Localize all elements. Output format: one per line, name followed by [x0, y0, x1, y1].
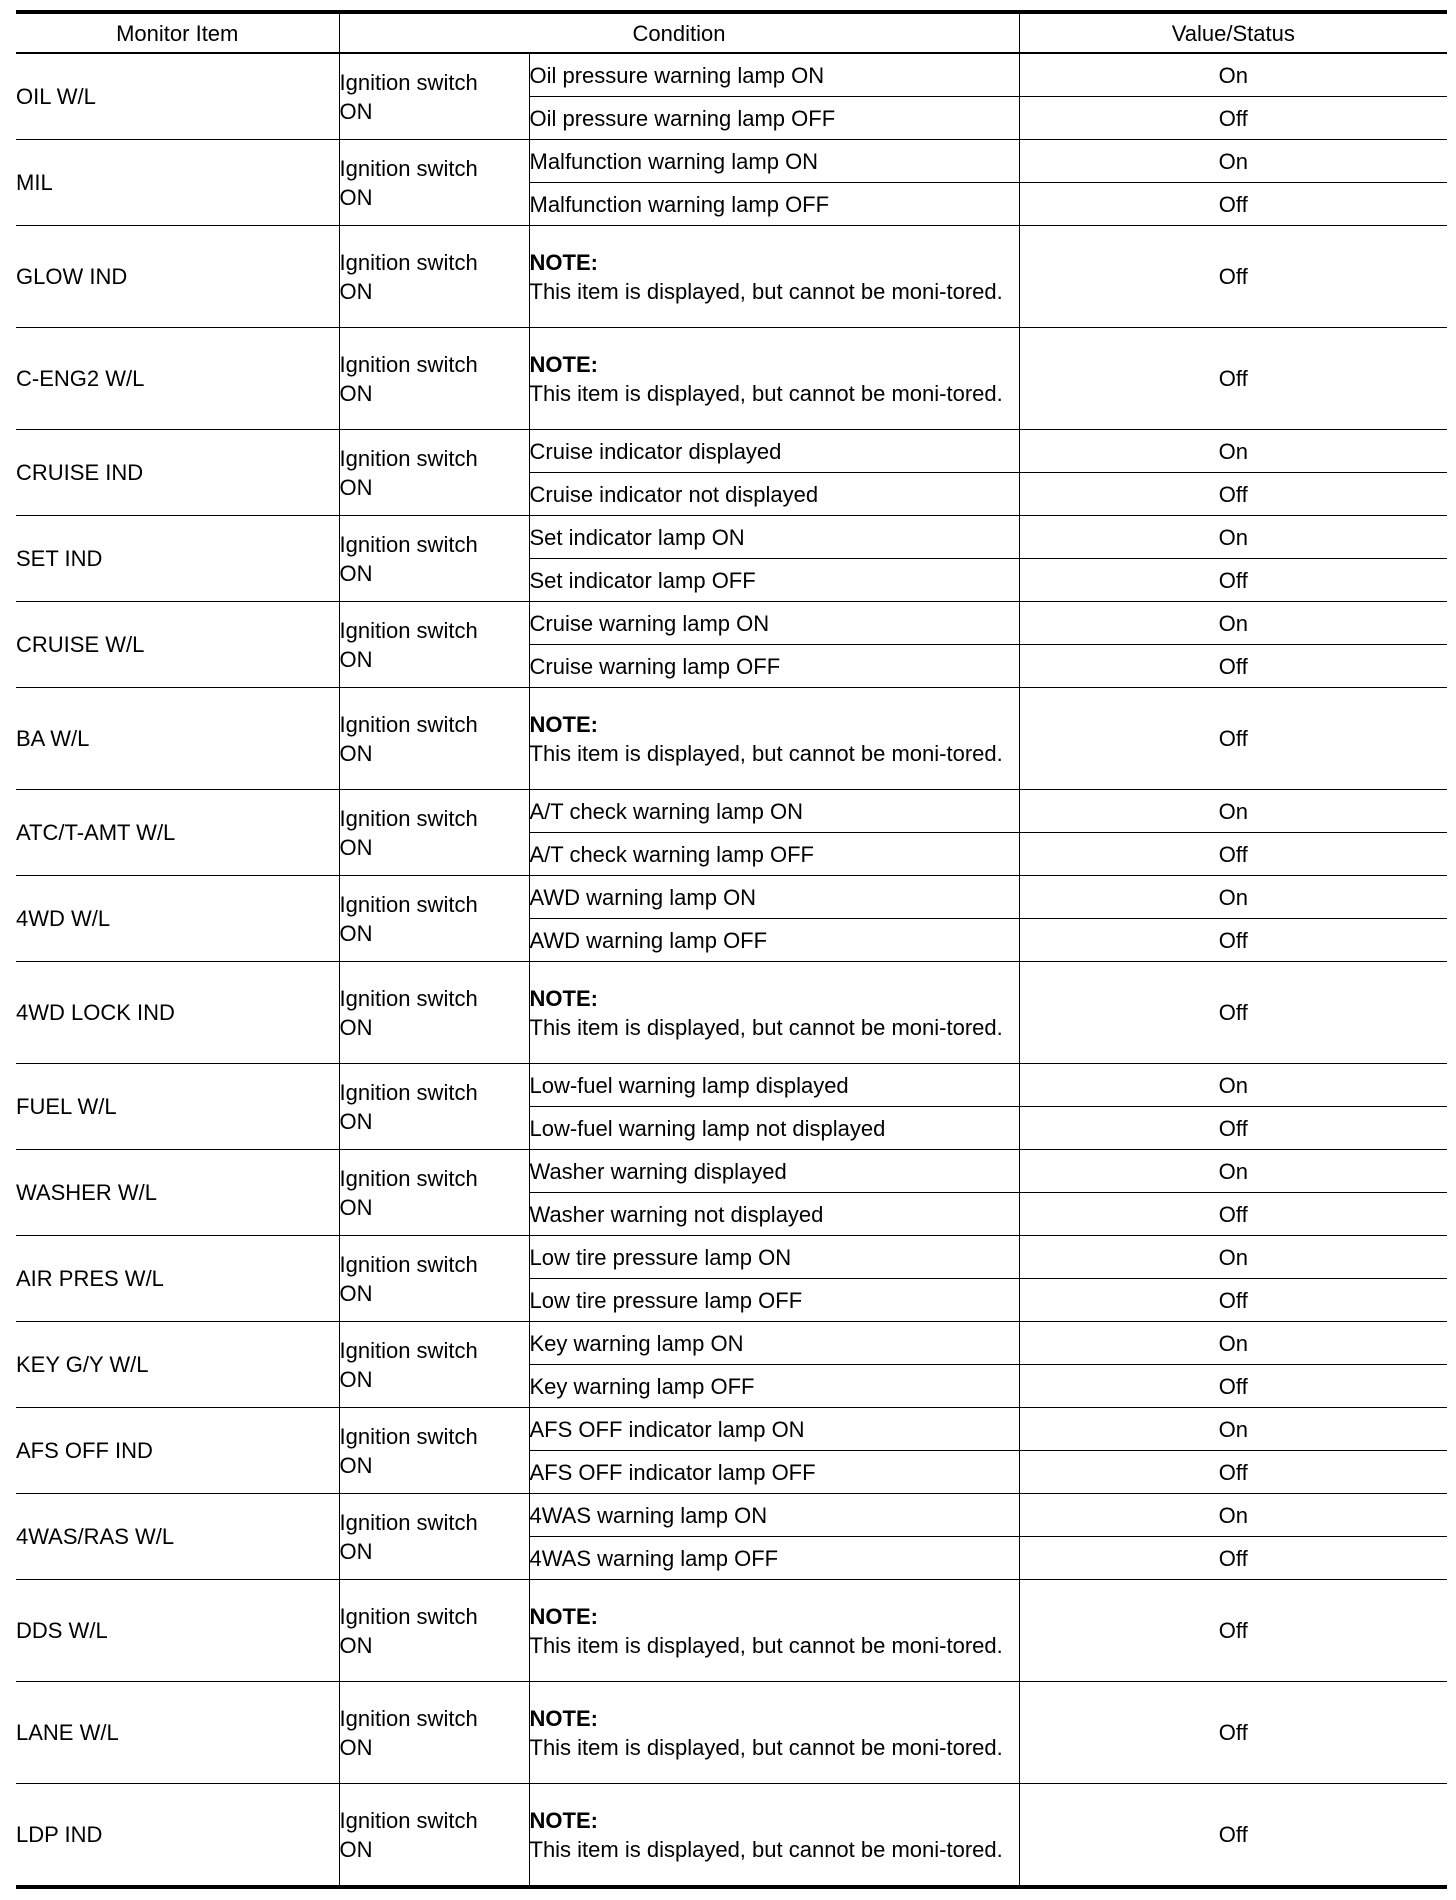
ignition-switch-text: Ignition switch	[339, 69, 478, 95]
value-status-cell: Off	[1019, 1451, 1447, 1494]
ignition-switch-text: Ignition switch	[339, 1079, 478, 1105]
ignition-switch-text: Ignition switch	[339, 155, 478, 181]
monitor-item-cell: ATC/T-AMT W/L	[16, 790, 339, 876]
value-status-cell: Off	[1019, 688, 1447, 790]
ignition-switch-text: Ignition switch	[339, 891, 478, 917]
ignition-on-text: ON	[339, 920, 373, 946]
value-status-cell: Off	[1019, 97, 1447, 140]
value-status-cell: Off	[1019, 559, 1447, 602]
ignition-condition-cell	[339, 430, 529, 516]
table-row	[16, 1150, 1447, 1193]
note-condition-cell	[529, 1784, 1019, 1888]
value-status-cell: On	[1019, 1236, 1447, 1279]
condition-cell: Set indicator lamp ON	[529, 516, 1019, 559]
ignition-on-text: ON	[339, 646, 373, 672]
table-row	[16, 602, 1447, 645]
monitor-item-cell: WASHER W/L	[16, 1150, 339, 1236]
monitor-item-cell: LANE W/L	[16, 1682, 339, 1784]
ignition-condition-cell	[339, 876, 529, 962]
condition-cell: Cruise warning lamp ON	[529, 602, 1019, 645]
note-text: This item is displayed, but cannot be moni-tored.	[529, 1836, 1003, 1862]
condition-cell: Low-fuel warning lamp not displayed	[529, 1107, 1019, 1150]
ignition-switch-text: Ignition switch	[339, 531, 478, 557]
ignition-condition-cell	[339, 688, 529, 790]
value-status-cell: On	[1019, 1494, 1447, 1537]
value-status-cell: On	[1019, 1408, 1447, 1451]
note-condition-cell	[529, 1682, 1019, 1784]
value-status-cell: On	[1019, 1322, 1447, 1365]
value-status-cell: Off	[1019, 1365, 1447, 1408]
ignition-switch-text: Ignition switch	[339, 985, 478, 1011]
ignition-on-text: ON	[339, 1280, 373, 1306]
ignition-switch-text: Ignition switch	[339, 1165, 478, 1191]
value-status-cell: Off	[1019, 645, 1447, 688]
monitor-item-cell: BA W/L	[16, 688, 339, 790]
condition-cell: 4WAS warning lamp ON	[529, 1494, 1019, 1537]
condition-cell: Cruise warning lamp OFF	[529, 645, 1019, 688]
table-row	[16, 1580, 1447, 1682]
note-condition-cell	[529, 328, 1019, 430]
ignition-condition-cell	[339, 140, 529, 226]
value-status-cell: Off	[1019, 1784, 1447, 1888]
ignition-switch-text: Ignition switch	[339, 249, 478, 275]
condition-cell: Key warning lamp OFF	[529, 1365, 1019, 1408]
ignition-on-text: ON	[339, 1108, 373, 1134]
table-row	[16, 328, 1447, 430]
condition-cell: AFS OFF indicator lamp OFF	[529, 1451, 1019, 1494]
note-label: NOTE:	[529, 351, 598, 377]
ignition-on-text: ON	[339, 1632, 373, 1658]
ignition-switch-text: Ignition switch	[339, 617, 478, 643]
monitor-item-cell: 4WD W/L	[16, 876, 339, 962]
value-status-cell: On	[1019, 602, 1447, 645]
condition-cell: Malfunction warning lamp OFF	[529, 183, 1019, 226]
note-label: NOTE:	[529, 249, 598, 275]
monitor-item-cell: 4WAS/RAS W/L	[16, 1494, 339, 1580]
monitor-item-cell: GLOW IND	[16, 226, 339, 328]
monitor-item-cell: CRUISE W/L	[16, 602, 339, 688]
ignition-switch-text: Ignition switch	[339, 1603, 478, 1629]
ignition-switch-text: Ignition switch	[339, 1509, 478, 1535]
note-text: This item is displayed, but cannot be moni-tored.	[529, 740, 1003, 766]
ignition-condition-cell	[339, 53, 529, 140]
value-status-cell: Off	[1019, 1193, 1447, 1236]
ignition-condition-cell	[339, 790, 529, 876]
ignition-switch-text: Ignition switch	[339, 351, 478, 377]
monitor-item-table	[16, 10, 1447, 1889]
value-status-cell: Off	[1019, 183, 1447, 226]
ignition-condition-cell	[339, 516, 529, 602]
note-label: NOTE:	[529, 1807, 598, 1833]
note-label: NOTE:	[529, 1705, 598, 1731]
value-status-cell: Off	[1019, 919, 1447, 962]
table-row	[16, 1408, 1447, 1451]
condition-cell: AWD warning lamp OFF	[529, 919, 1019, 962]
table-row	[16, 430, 1447, 473]
condition-cell: Cruise indicator displayed	[529, 430, 1019, 473]
ignition-condition-cell	[339, 1408, 529, 1494]
note-text: This item is displayed, but cannot be moni-tored.	[529, 1734, 1003, 1760]
value-status-cell: On	[1019, 53, 1447, 97]
ignition-switch-text: Ignition switch	[339, 1705, 478, 1731]
condition-cell: Malfunction warning lamp ON	[529, 140, 1019, 183]
ignition-on-text: ON	[339, 1366, 373, 1392]
condition-cell: A/T check warning lamp ON	[529, 790, 1019, 833]
condition-cell: Oil pressure warning lamp ON	[529, 53, 1019, 97]
ignition-on-text: ON	[339, 1734, 373, 1760]
table-header-row	[16, 12, 1447, 53]
condition-cell: Washer warning not displayed	[529, 1193, 1019, 1236]
table-row	[16, 790, 1447, 833]
note-label: NOTE:	[529, 711, 598, 737]
monitor-item-cell: CRUISE IND	[16, 430, 339, 516]
value-status-cell: Off	[1019, 1279, 1447, 1322]
table-body	[16, 53, 1447, 1887]
ignition-on-text: ON	[339, 184, 373, 210]
note-condition-cell	[529, 688, 1019, 790]
ignition-on-text: ON	[339, 740, 373, 766]
ignition-on-text: ON	[339, 98, 373, 124]
monitor-item-cell: OIL W/L	[16, 53, 339, 140]
ignition-on-text: ON	[339, 834, 373, 860]
condition-cell: Oil pressure warning lamp OFF	[529, 97, 1019, 140]
monitor-item-cell: AIR PRES W/L	[16, 1236, 339, 1322]
note-condition-cell	[529, 1580, 1019, 1682]
condition-cell: Set indicator lamp OFF	[529, 559, 1019, 602]
value-status-cell: On	[1019, 1150, 1447, 1193]
note-text: This item is displayed, but cannot be moni-tored.	[529, 380, 1003, 406]
ignition-switch-text: Ignition switch	[339, 805, 478, 831]
value-status-cell: Off	[1019, 1107, 1447, 1150]
ignition-switch-text: Ignition switch	[339, 445, 478, 471]
value-status-cell: On	[1019, 876, 1447, 919]
ignition-on-text: ON	[339, 1194, 373, 1220]
ignition-condition-cell	[339, 226, 529, 328]
ignition-on-text: ON	[339, 1836, 373, 1862]
table-row	[16, 876, 1447, 919]
ignition-on-text: ON	[339, 278, 373, 304]
condition-cell: 4WAS warning lamp OFF	[529, 1537, 1019, 1580]
ignition-condition-cell	[339, 602, 529, 688]
condition-cell: A/T check warning lamp OFF	[529, 833, 1019, 876]
ignition-condition-cell	[339, 328, 529, 430]
monitor-item-cell: C-ENG2 W/L	[16, 328, 339, 430]
table-row	[16, 1682, 1447, 1784]
value-status-cell: Off	[1019, 328, 1447, 430]
ignition-condition-cell	[339, 1322, 529, 1408]
table-row	[16, 516, 1447, 559]
monitor-item-cell: DDS W/L	[16, 1580, 339, 1682]
value-status-cell: On	[1019, 516, 1447, 559]
note-label: NOTE:	[529, 985, 598, 1011]
ignition-switch-text: Ignition switch	[339, 711, 478, 737]
ignition-on-text: ON	[339, 1538, 373, 1564]
value-status-cell: Off	[1019, 962, 1447, 1064]
note-label: NOTE:	[529, 1603, 598, 1629]
ignition-condition-cell	[339, 1236, 529, 1322]
note-condition-cell	[529, 226, 1019, 328]
monitor-item-cell: LDP IND	[16, 1784, 339, 1888]
value-status-cell: Off	[1019, 473, 1447, 516]
ignition-on-text: ON	[339, 380, 373, 406]
header-monitor-item: Monitor Item	[16, 12, 339, 53]
ignition-switch-text: Ignition switch	[339, 1807, 478, 1833]
value-status-cell: Off	[1019, 1580, 1447, 1682]
ignition-on-text: ON	[339, 560, 373, 586]
value-status-cell: On	[1019, 790, 1447, 833]
condition-cell: Low-fuel warning lamp displayed	[529, 1064, 1019, 1107]
monitor-item-cell: FUEL W/L	[16, 1064, 339, 1150]
ignition-condition-cell	[339, 1064, 529, 1150]
ignition-switch-text: Ignition switch	[339, 1337, 478, 1363]
value-status-cell: Off	[1019, 226, 1447, 328]
condition-cell: Key warning lamp ON	[529, 1322, 1019, 1365]
header-condition: Condition	[339, 12, 1019, 53]
table-row	[16, 1494, 1447, 1537]
header-value-status: Value/Status	[1019, 12, 1447, 53]
note-text: This item is displayed, but cannot be moni-tored.	[529, 278, 1003, 304]
ignition-condition-cell	[339, 1580, 529, 1682]
condition-cell: Cruise indicator not displayed	[529, 473, 1019, 516]
value-status-cell: Off	[1019, 1537, 1447, 1580]
condition-cell: Washer warning displayed	[529, 1150, 1019, 1193]
ignition-switch-text: Ignition switch	[339, 1251, 478, 1277]
ignition-condition-cell	[339, 1682, 529, 1784]
monitor-item-cell: SET IND	[16, 516, 339, 602]
value-status-cell: Off	[1019, 833, 1447, 876]
value-status-cell: On	[1019, 140, 1447, 183]
table-row	[16, 962, 1447, 1064]
value-status-cell: On	[1019, 430, 1447, 473]
value-status-cell: On	[1019, 1064, 1447, 1107]
ignition-condition-cell	[339, 962, 529, 1064]
note-text: This item is displayed, but cannot be moni-tored.	[529, 1632, 1003, 1658]
monitor-item-cell: KEY G/Y W/L	[16, 1322, 339, 1408]
table-row	[16, 1322, 1447, 1365]
ignition-condition-cell	[339, 1494, 529, 1580]
monitor-item-cell: AFS OFF IND	[16, 1408, 339, 1494]
table-row	[16, 1784, 1447, 1888]
table-row	[16, 140, 1447, 183]
monitor-item-cell: MIL	[16, 140, 339, 226]
condition-cell: AFS OFF indicator lamp ON	[529, 1408, 1019, 1451]
table-row	[16, 1064, 1447, 1107]
table-row	[16, 1236, 1447, 1279]
condition-cell: AWD warning lamp ON	[529, 876, 1019, 919]
table-row	[16, 688, 1447, 790]
ignition-condition-cell	[339, 1784, 529, 1888]
ignition-switch-text: Ignition switch	[339, 1423, 478, 1449]
condition-cell: Low tire pressure lamp OFF	[529, 1279, 1019, 1322]
ignition-condition-cell	[339, 1150, 529, 1236]
condition-cell: Low tire pressure lamp ON	[529, 1236, 1019, 1279]
ignition-on-text: ON	[339, 1014, 373, 1040]
note-condition-cell	[529, 962, 1019, 1064]
ignition-on-text: ON	[339, 474, 373, 500]
ignition-on-text: ON	[339, 1452, 373, 1478]
monitor-item-cell: 4WD LOCK IND	[16, 962, 339, 1064]
note-text: This item is displayed, but cannot be moni-tored.	[529, 1014, 1003, 1040]
table-row	[16, 226, 1447, 328]
table-row	[16, 53, 1447, 97]
value-status-cell: Off	[1019, 1682, 1447, 1784]
